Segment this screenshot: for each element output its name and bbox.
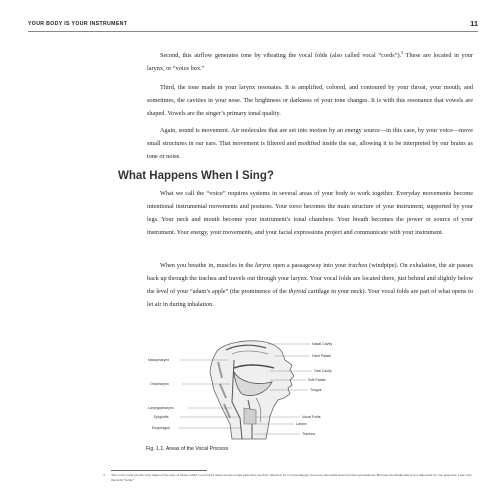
label-laryngopharynx: Laryngopharynx	[148, 406, 174, 410]
label-nasal-cavity: Nasal Cavity	[312, 342, 333, 346]
paragraph-text: When you breathe in, muscles in the	[160, 262, 255, 269]
section-heading: What Happens When I Sing?	[118, 170, 274, 182]
footnote-divider	[111, 470, 207, 471]
paragraph-text: cartilage in your neck). Your vocal folds are part of what opens to let air in during inhalation.	[147, 287, 473, 308]
paragraph-text: open a passageway into your	[270, 262, 349, 269]
page-number: 11	[470, 19, 478, 28]
label-soft-palate: Soft Palate	[308, 378, 326, 382]
paragraph-airflow	[147, 50, 473, 76]
term-thyroid: thyroid	[288, 287, 307, 295]
label-nasopharynx: Nasopharynx	[148, 358, 170, 362]
vocal-anatomy-figure	[148, 338, 378, 441]
label-tongue: Tongue	[310, 388, 322, 392]
term-larynx: larynx	[254, 262, 271, 269]
paragraph-sound-movement: Again, sound is movement. Air molecules that are set into motion by an energy source—in this case, by your voice—move small structures in our ears. That movement is filtered and modified inside the ear, allowing it to be interpreted by our brains as tone or noise.	[147, 127, 473, 160]
label-vocal-folds: Vocal Folds	[302, 415, 321, 419]
paragraph-voice-systems: What we call the “voice” requires systems in several areas of your body to work together. Everyday movements become intentional instrumental movements and postures. Your torso becomes the main structure of your instrument, supported by your legs. Your neck and mouth become your instrument’s tonal chambers. Your breath becomes the power or source of your instrument. Your energy, your movements, and your facial expressions project and communicate with your instrument.	[147, 190, 473, 236]
footnote	[103, 473, 476, 483]
label-oropharynx: Oropharynx	[150, 382, 169, 386]
paragraph-breathing	[147, 260, 473, 312]
footnote-number: 3	[103, 473, 105, 477]
running-head: YOUR BODY IS YOUR INSTRUMENT	[28, 21, 128, 27]
footnote-ref: 3	[401, 49, 404, 55]
label-hard-palate: Hard Palate	[312, 354, 331, 358]
paragraph-resonance: Third, the tone made in your larynx resonates. It is amplified, colored, and contoured by your throat, your mouth, and sometimes, the cavities in your nose. The brightness or darkness of your tone changes. It is with this resonance that vowels are shaped. Vowels are the singer’s primary tonal quality.	[147, 84, 473, 117]
footnote-text: The vocal cords are the very edges of the area of tissue called vocal folds; these are the actual parts that touch in vibration. In vocal pedagogy, however, the terms have become synonymous. Because the distinction is not important for our purposes, I use only the term “folds.”	[111, 473, 472, 482]
paragraph-text: These are located in your larynx, or “voice box.”	[147, 52, 473, 72]
label-trachea: Trachea	[302, 432, 316, 436]
label-esophagus: Esophagus	[152, 426, 170, 430]
label-larynx: Larynx	[296, 422, 307, 426]
label-epiglottis: Epiglottis	[154, 415, 169, 419]
term-trachea: trachea	[348, 262, 368, 269]
figure-caption: Fig. 1.1. Areas of the Vocal Process	[146, 446, 229, 452]
paragraph-text: (windpipe). On exhalation, the air passes back up through the trachea and travels out through your larynx. Your vocal folds are located there, just behind and slightly below the level of your “adam’s apple” (the prominence of the	[147, 262, 474, 295]
running-header	[28, 21, 478, 32]
paragraph-text: Second, this airflow generates tone by vibrating the vocal folds (also called vocal “cords”).	[160, 52, 402, 59]
label-oral-cavity: Oral Cavity	[314, 369, 332, 373]
